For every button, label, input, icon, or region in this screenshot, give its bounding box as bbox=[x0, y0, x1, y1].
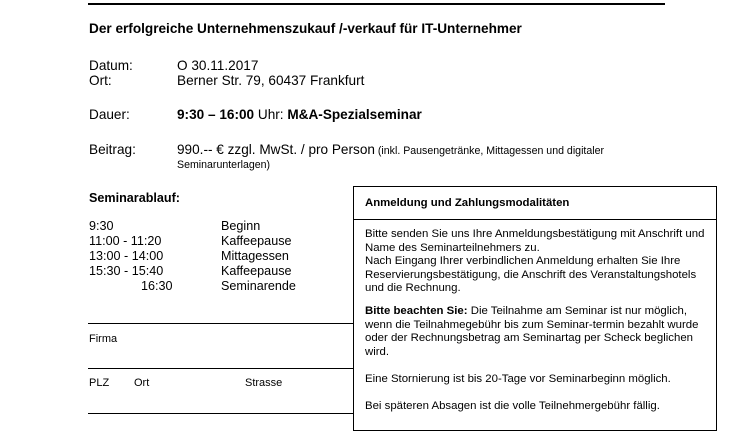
datum-label: Datum: bbox=[89, 58, 133, 73]
schedule-row bbox=[89, 264, 163, 279]
form-line-top bbox=[88, 323, 354, 324]
registration-title: Anmeldung und Zahlungsmodalitäten bbox=[365, 197, 570, 209]
schedule-row bbox=[141, 279, 173, 294]
schedule-time: 13:00 - 14:00 bbox=[89, 249, 164, 263]
beitrag-label: Beitrag: bbox=[89, 142, 136, 157]
schedule-row bbox=[89, 219, 114, 234]
dauer-uhr: Uhr: bbox=[254, 107, 288, 122]
plz-label: PLZ bbox=[89, 377, 110, 389]
page-title: Der erfolgreiche Unternehmenszukauf /-verkauf für IT-Unternehmer bbox=[89, 21, 522, 36]
schedule-event: Kaffeepause bbox=[221, 234, 292, 248]
form-line-firma bbox=[88, 368, 354, 369]
registration-para2: Nach Eingang Ihrer verbindlichen Anmeldung erhalten Sie Ihre Reservierungsbestätigung, die Anschrift des Veranstaltungshotels und die Rechnung. bbox=[365, 255, 697, 295]
schedule-heading: Seminarablauf: bbox=[89, 191, 180, 205]
beitrag-note: (inkl. Pausengetränke, Mittagessen und digitaler bbox=[374, 145, 605, 157]
ort-label: Ort: bbox=[89, 73, 112, 88]
registration-cancel: Eine Stornierung ist bis 20-Tage vor Seminarbeginn möglich. bbox=[365, 373, 671, 386]
beitrag-note-cont: Seminarunterlagen) bbox=[177, 159, 271, 171]
top-rule bbox=[88, 3, 665, 5]
schedule-time: 15:30 - 15:40 bbox=[89, 264, 164, 278]
schedule-event: Seminarende bbox=[221, 279, 296, 293]
schedule-row bbox=[89, 249, 163, 264]
box-separator bbox=[354, 219, 716, 220]
datum-value: O 30.11.2017 bbox=[177, 58, 259, 73]
note-bold: Bitte beachten Sie: bbox=[365, 305, 468, 318]
schedule-event: Kaffeepause bbox=[221, 264, 292, 278]
form-line-plz bbox=[88, 413, 354, 414]
firma-label: Firma bbox=[89, 333, 118, 345]
dauer-time: 9:30 – 16:00 bbox=[177, 107, 255, 122]
beitrag-price: 990.-- € zzgl. MwSt. / pro Person bbox=[177, 142, 375, 157]
dauer-value bbox=[177, 107, 422, 122]
ort-value: Berner Str. 79, 60437 Frankfurt bbox=[177, 73, 365, 88]
registration-box bbox=[353, 186, 717, 431]
schedule-event: Mittagessen bbox=[221, 249, 289, 263]
beitrag-value bbox=[177, 142, 604, 157]
schedule-time: 16:30 bbox=[141, 279, 173, 293]
dauer-label: Dauer: bbox=[89, 107, 130, 122]
note-text: Die Teilnahme am Seminar ist nur möglich, wenn die Teilnahmegebühr bis zum Seminar-termin bezahlt wurde oder der Rechnungsbetrag am Seminartag per Scheck beglichen wird. bbox=[365, 305, 699, 358]
strasse-label: Strasse bbox=[245, 377, 283, 389]
registration-late: Bei späteren Absagen ist die volle Teilnehmergebühr fällig. bbox=[365, 400, 660, 413]
schedule-row bbox=[89, 234, 161, 249]
registration-note bbox=[365, 305, 707, 359]
schedule-event: Beginn bbox=[221, 219, 261, 233]
ort-field-label: Ort bbox=[134, 377, 150, 389]
registration-para1: Bitte senden Sie uns Ihre Anmeldungsbestätigung mit Anschrift und Name des Seminarteilnehmers zu. bbox=[365, 228, 705, 254]
schedule-time: 11:00 - 11:20 bbox=[89, 234, 162, 248]
schedule-time: 9:30 bbox=[89, 219, 114, 233]
dauer-seminar-name: M&A-Spezialseminar bbox=[287, 107, 422, 122]
